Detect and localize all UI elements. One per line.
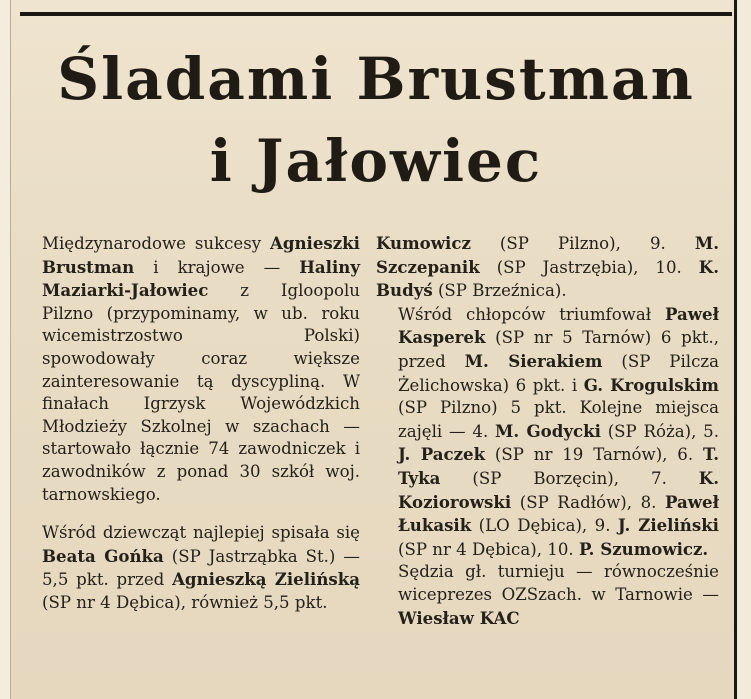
- text-run: (SP Jastrząbka St.) — 5,5 pkt. przed: [42, 546, 360, 590]
- page-edge-right: [737, 0, 751, 699]
- bold-name: J. Paczek: [398, 444, 486, 465]
- text-run: (SP Radłów), 8.: [511, 492, 665, 512]
- bold-name: Paweł Łukasik: [398, 491, 719, 536]
- bold-name: P. Szumowicz.: [578, 538, 709, 559]
- bold-name: Haliny Maziarki-Jałowiec: [42, 256, 360, 301]
- top-rule: [20, 12, 732, 16]
- bold-name: M. Godycki: [495, 420, 601, 441]
- text-run: (SP Pilcza Żelichowska) 6 pkt. i: [398, 351, 719, 395]
- text-run: (SP nr 4 Dębica), również 5,5 pkt.: [42, 592, 328, 612]
- bold-name: Agnieszką Zielińską: [172, 569, 360, 590]
- column-rule-right: [734, 0, 737, 699]
- bold-name: Wiesław KAC: [398, 607, 520, 628]
- bold-name: T. Tyka: [398, 444, 719, 488]
- text-run: Międzynarodowe sukcesy: [42, 234, 271, 253]
- paragraph-girls: [20, 522, 360, 614]
- bold-name: Agnieszki Brustman: [42, 233, 360, 277]
- text-run: Wśród chłopców triumfował: [398, 304, 665, 324]
- bold-name: M. Szczepanik: [376, 233, 719, 277]
- text-run: (SP nr 5 Tarnów) 6 pkt., przed: [398, 328, 719, 371]
- bold-name: G. Krogulskim: [583, 374, 719, 395]
- column-right: [376, 232, 719, 630]
- headline-line-1: Śladami Brustman: [57, 45, 695, 113]
- bold-name: J. Zieliński: [617, 515, 719, 536]
- paragraph-girls-continued: [376, 232, 719, 303]
- paragraph-intro: [20, 232, 360, 506]
- headline: [20, 38, 732, 202]
- text-run: (SP Jastrzębia), 10.: [479, 257, 699, 277]
- bold-name: Paweł Kasperek: [398, 303, 719, 348]
- page-edge: [0, 0, 11, 699]
- text-run: (SP nr 4 Dębica), 10.: [398, 539, 579, 559]
- bold-name: Kumowicz: [376, 233, 471, 253]
- text-run: (SP Róża), 5.: [600, 421, 720, 441]
- bold-name: Beata Gońka: [42, 545, 164, 566]
- paragraph-boys: [376, 303, 719, 562]
- text-run: (SP Borzęcin), 7.: [440, 468, 699, 488]
- bold-name: K. Koziorowski: [398, 467, 719, 512]
- text-run: i krajowe —: [134, 257, 300, 277]
- text-run: Sędzia gł. turnieju — równocześnie wiceprezes OZSzach. w Tarnowie —: [398, 562, 719, 604]
- text-run: (SP Brzeźnica).: [432, 281, 567, 301]
- text-run: z Igloopolu Pilzno (przypominamy, w ub. roku wicemistrzostwo Polski) spowodowały coraz większe zainteresowanie tą dyscypliną. W finałach Igrzysk Wojewódzkich Młodzieży Szkolnej w szachach — startowało łącznie 74 zawodniczek i zawodników z ponad 30 szkół woj. tarnowskiego.: [42, 281, 360, 504]
- column-left: [20, 232, 360, 615]
- text-run: (SP Pilzno) 5 pkt. Kolejne miejsca zajęli — 4.: [398, 398, 719, 441]
- text-run: (LO Dębica), 9.: [471, 516, 618, 536]
- text-run: (SP nr 19 Tarnów), 6.: [485, 445, 703, 465]
- text-run: Wśród dziewcząt najlepiej spisała się: [42, 523, 360, 543]
- bold-name: K. Budyś: [376, 256, 719, 301]
- bold-name: M. Sierakiem: [464, 350, 603, 371]
- paragraph-referee: [376, 561, 719, 630]
- headline-line-2: i Jałowiec: [209, 127, 543, 195]
- text-run: (SP Pilzno), 9.: [470, 234, 695, 253]
